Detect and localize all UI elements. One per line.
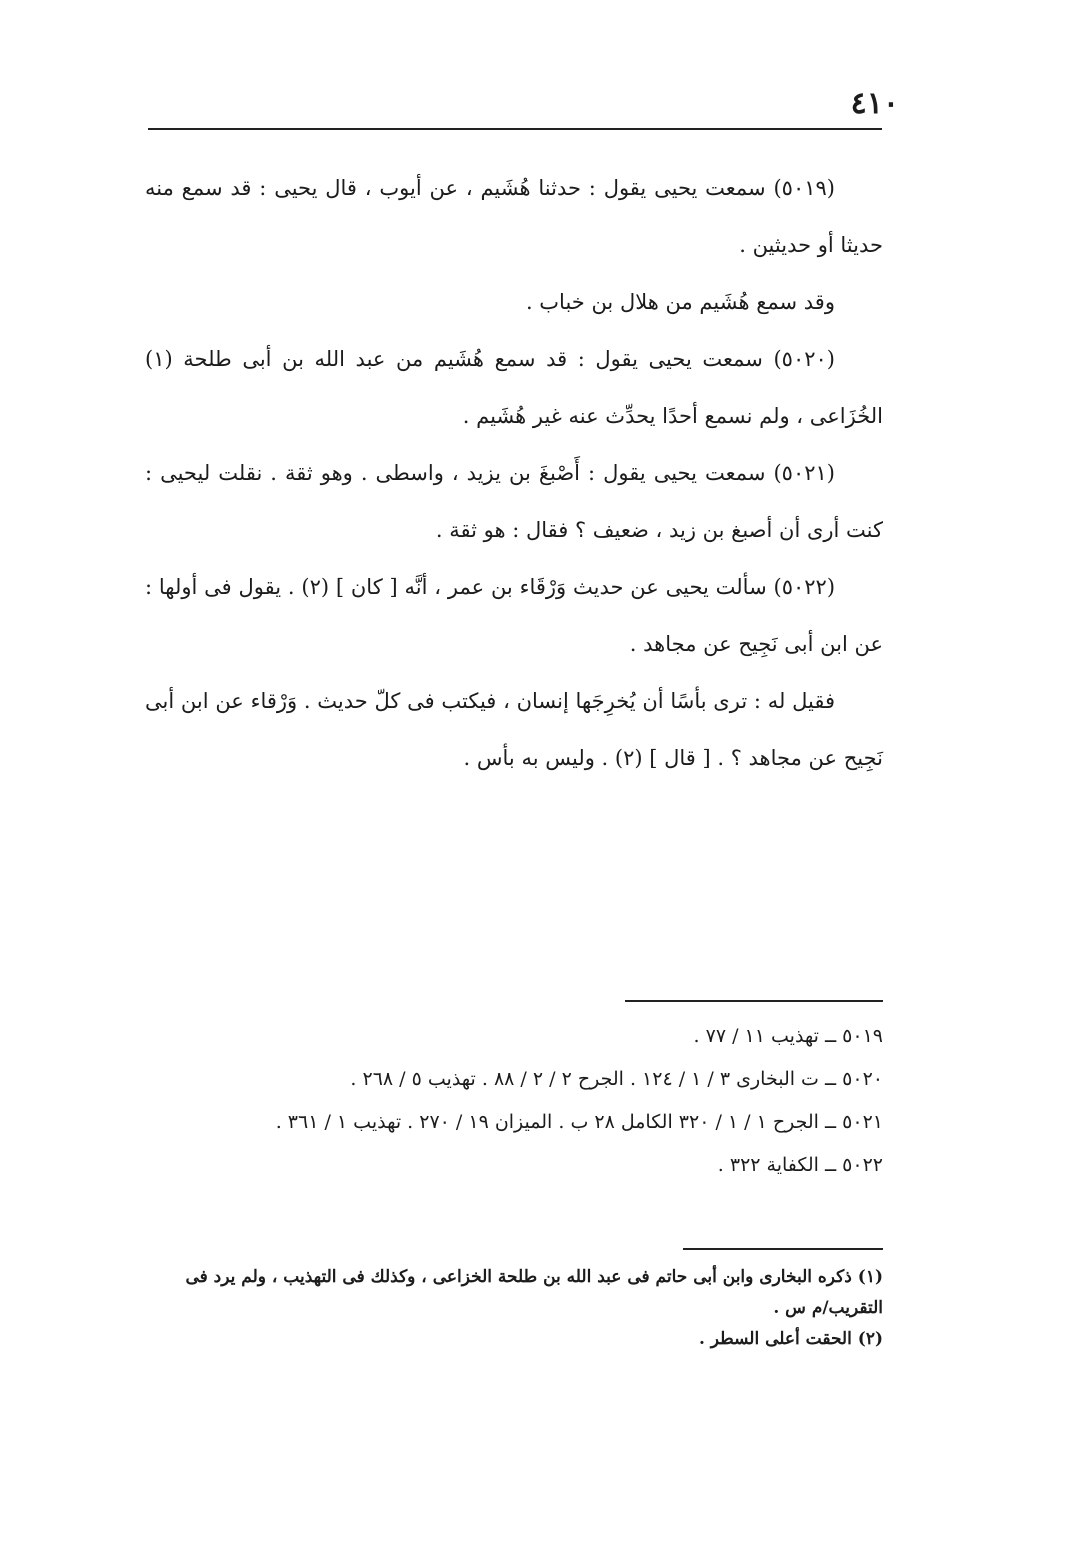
paragraph-5021: (٥٠٢١) سمعت يحيى يقول : أَصْبغَ بن يزيد ، واسطى . وهو ثقة . نقلت ليحيى : كنت أرى أن أصبغ بن زيد ، ضعيف ؟ فقال : هو ثقة . bbox=[145, 461, 883, 542]
sources-rule bbox=[625, 1000, 883, 1002]
footnote-rule bbox=[683, 1248, 883, 1250]
source-5022: ٥٠٢٢ ــ الكفاية ٣٢٢ . bbox=[717, 1154, 883, 1176]
source-5019: ٥٠١٩ ــ تهذيب ١١ / ٧٧ . bbox=[693, 1025, 883, 1047]
source-references bbox=[145, 1015, 883, 1187]
paragraph-5020: (٥٠٢٠) سمعت يحيى يقول : قد سمع هُشَيم من عبد الله بن أبى طلحة (١) الخُزَاعى ، ولم نسمع أحدًا يحدِّث عنه غير هُشَيم . bbox=[145, 347, 883, 428]
paragraph-5022: (٥٠٢٢) سألت يحيى عن حديث وَرْقَاء بن عمر ، أنَّه [ كان ] (٢) . يقول فى أولها : عن ابن أبى نَجِيح عن مجاهد . bbox=[145, 575, 883, 656]
paragraph-5019-note: وقد سمع هُشَيم من هلال بن خباب . bbox=[525, 290, 835, 314]
source-5021: ٥٠٢١ ــ الجرح ١ / ١ / ٣٢٠ الكامل ٢٨ ب . الميزان ١٩ / ٢٧٠ . تهذيب ١ / ٣٦١ . bbox=[275, 1111, 883, 1133]
paragraph-5022-continued: فقيل له : ترى بأسًا أن يُخرِجَها إنسان ، فيكتب فى كلّ حديث . وَرْقاء عن ابن أبى نَجِيح عن مجاهد ؟ . [ قال ] (٢) . وليس به بأس . bbox=[145, 689, 883, 770]
source-5020: ٥٠٢٠ ــ ت البخارى ٣ / ١ / ١٢٤ . الجرح ٢ / ٢ / ٨٨ . تهذيب ٥ / ٢٦٨ . bbox=[350, 1068, 883, 1090]
footnote-1: (١) ذكره البخارى وابن أبى حاتم فى عبد الله بن طلحة الخزاعى ، وكذلك فى التهذيب ، ولم يرد فى التقريب/م س . bbox=[185, 1267, 883, 1318]
footnotes bbox=[148, 1262, 883, 1355]
paragraph-5019: (٥٠١٩) سمعت يحيى يقول : حدثنا هُشَيم ، عن أيوب ، قال يحيى : قد سمع منه حديثا أو حديثين . bbox=[145, 176, 883, 257]
main-text bbox=[145, 160, 883, 787]
footnote-2: (٢) الحقت أعلى السطر . bbox=[698, 1329, 883, 1349]
page-number: ٤١٠ bbox=[850, 86, 899, 121]
header-rule bbox=[148, 128, 882, 130]
